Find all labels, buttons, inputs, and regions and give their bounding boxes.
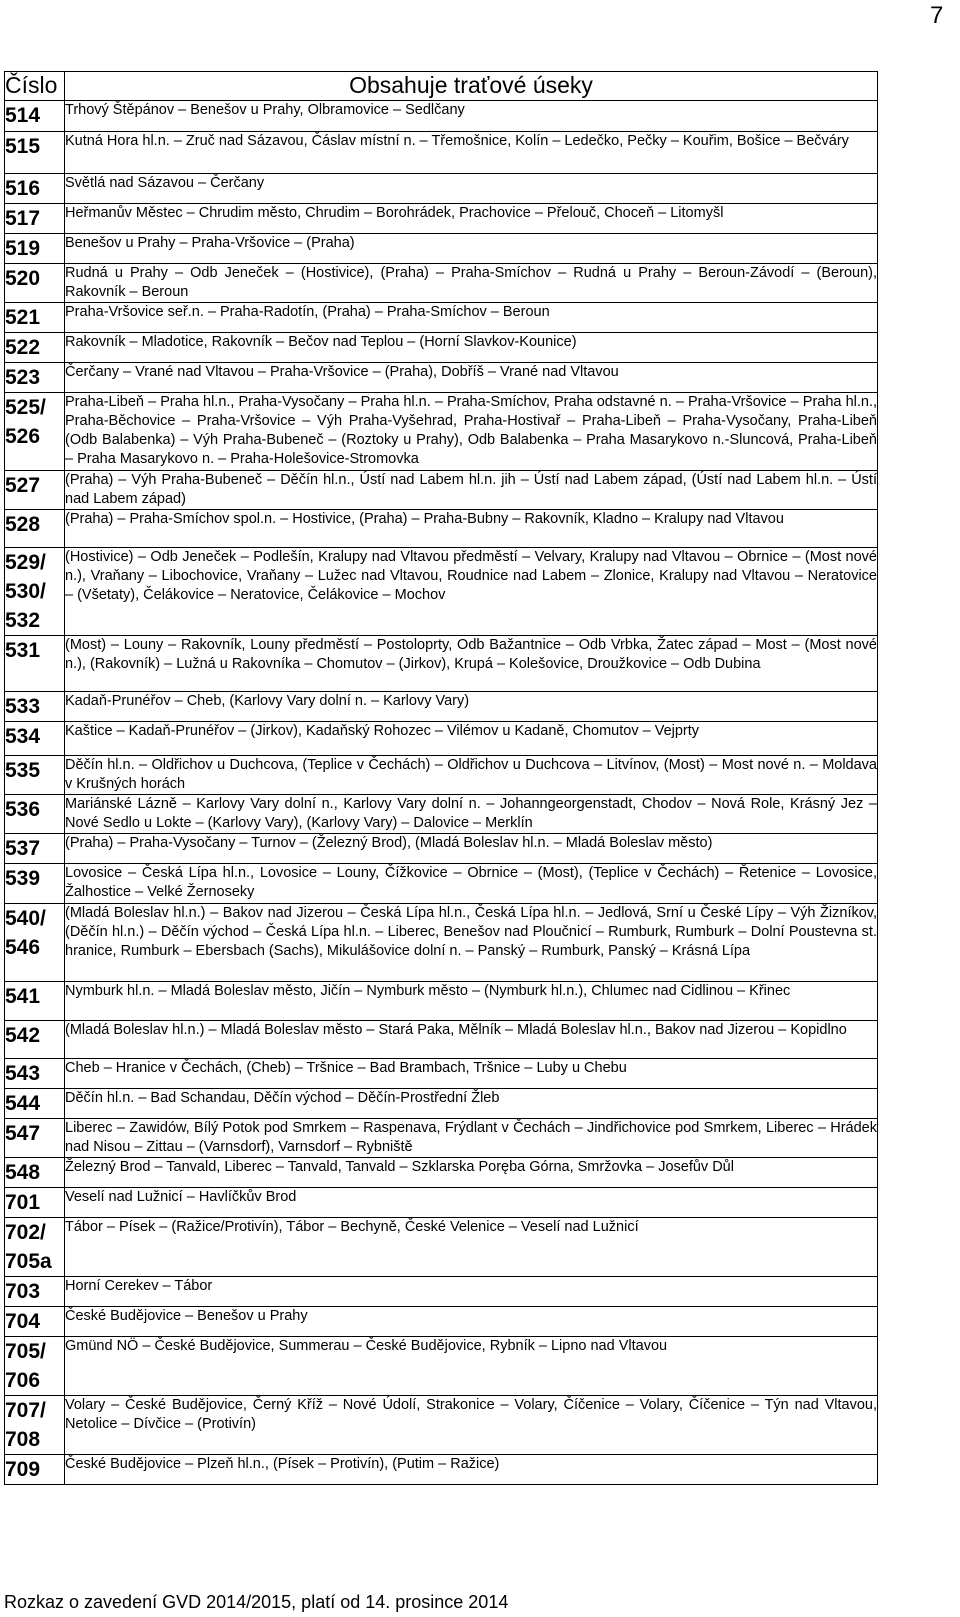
route-sections: Cheb – Hranice v Čechách, (Cheb) – Tršnice – Bad Brambach, Tršnice – Luby u Chebu [65,1059,878,1089]
route-number: 543 [5,1059,65,1089]
route-number: 707/ 708 [5,1396,65,1455]
route-sections: (Mladá Boleslav hl.n.) – Mladá Boleslav město – Stará Paka, Mělník – Mladá Boleslav hl.n., Bakov nad Jizerou – Kopidlno [65,1021,878,1059]
table-row [5,363,878,393]
route-sections: České Budějovice – Benešov u Prahy [65,1307,878,1337]
route-number: 535 [5,756,65,795]
route-number: 534 [5,722,65,756]
route-sections: Lovosice – Česká Lípa hl.n., Lovosice – Louny, Čížkovice – Obrnice – (Most), (Teplice v Čechách) – Řetenice – Lovosice, Žalhostice – Velké Žernoseky [65,864,878,904]
route-number: 519 [5,234,65,264]
route-sections: Rakovník – Mladotice, Rakovník – Bečov nad Teplou – (Horní Slavkov-Kounice) [65,333,878,363]
table-row [5,393,878,471]
route-number: 520 [5,264,65,303]
table-row [5,234,878,264]
route-sections: (Mladá Boleslav hl.n.) – Bakov nad Jizerou – Česká Lípa hl.n., Česká Lípa hl.n. – Jedlová, Srní u České Lípy – Výh Žizníkov, (Děčín hl.n.) – Děčín východ – Česká Lípa hl.n. – Liberec, Benešov nad Ploučnicí – Rumburk, Rumburk – Dolní Poustevna st. hranice, Rumburk – Ebersbach (Sachs), Mikulášovice dolní n. – Panský – Rumburk, Panský – Krásná Lípa [65,904,878,982]
route-sections: (Praha) – Praha-Smíchov spol.n. – Hostivice, (Praha) – Praha-Bubny – Rakovník, Kladno – Kralupy nad Vltavou [65,510,878,548]
route-number: 523 [5,363,65,393]
route-number: 527 [5,471,65,510]
route-sections: České Budějovice – Plzeň hl.n., (Písek – Protivín), (Putim – Ražice) [65,1455,878,1485]
route-sections-table [4,71,878,1485]
header-sections: Obsahuje traťové úseky [65,72,878,101]
table-row [5,174,878,204]
route-sections: Železný Brod – Tanvald, Liberec – Tanvald, Tanvald – Szklarska Poręba Górna, Smržovka – Josefův Důl [65,1158,878,1188]
route-sections: Mariánské Lázně – Karlovy Vary dolní n., Karlovy Vary dolní n. – Johanngeorgenstadt, Chodov – Nová Role, Krásný Jez – Nové Sedlo u Lokte – (Karlovy Vary), (Karlovy Vary) – Dalovice – Merklín [65,795,878,834]
table-row [5,1021,878,1059]
route-number: 540/ 546 [5,904,65,982]
route-number: 533 [5,692,65,722]
route-sections: (Most) – Louny – Rakovník, Louny předměstí – Postoloprty, Odb Bažantnice – Odb Vrbka, Žatec západ – Most – (Most nové n.), (Rakovník) – Lužná u Rakovníka – Chomutov – (Jirkov), Krupá – Kolešovice, Droužkovice – Odb Dubina [65,636,878,692]
route-sections: Kadaň-Prunéřov – Cheb, (Karlovy Vary dolní n. – Karlovy Vary) [65,692,878,722]
route-number: 539 [5,864,65,904]
route-number: 536 [5,795,65,834]
table-row [5,1455,878,1485]
table-row [5,471,878,510]
route-number: 547 [5,1119,65,1158]
table-row [5,1396,878,1455]
table-row [5,1119,878,1158]
route-sections: Nymburk hl.n. – Mladá Boleslav město, Jičín – Nymburk město – (Nymburk hl.n.), Chlumec nad Cidlinou – Křinec [65,982,878,1021]
table-row [5,101,878,132]
header-number: Číslo [5,72,65,101]
route-sections: Volary – České Budějovice, Černý Kříž – Nové Údolí, Strakonice – Volary, Číčenice – Volary, Číčenice – Týn nad Vltavou, Netolice – Dívčice – (Protivín) [65,1396,878,1455]
route-number: 531 [5,636,65,692]
table-row [5,636,878,692]
route-sections: (Praha) – Praha-Vysočany – Turnov – (Železný Brod), (Mladá Boleslav hl.n. – Mladá Boleslav město) [65,834,878,864]
route-number: 522 [5,333,65,363]
route-number: 542 [5,1021,65,1059]
table-row [5,1307,878,1337]
table-row [5,1218,878,1277]
route-sections: Světlá nad Sázavou – Čerčany [65,174,878,204]
table-row [5,834,878,864]
table-row [5,204,878,234]
route-number: 704 [5,1307,65,1337]
table-row [5,333,878,363]
table-row [5,1158,878,1188]
table-row [5,722,878,756]
route-number: 514 [5,101,65,132]
route-sections: Veselí nad Lužnicí – Havlíčkův Brod [65,1188,878,1218]
route-number: 517 [5,204,65,234]
route-sections: Heřmanův Městec – Chrudim město, Chrudim – Borohrádek, Prachovice – Přelouč, Choceň – Litomyšl [65,204,878,234]
route-sections: Gmünd NÖ – České Budějovice, Summerau – České Budějovice, Rybník – Lipno nad Vltavou [65,1337,878,1396]
table-row [5,132,878,174]
table-row [5,795,878,834]
table-header-row [5,72,878,101]
table-row [5,864,878,904]
table-row [5,1089,878,1119]
route-number: 703 [5,1277,65,1307]
page-number: 7 [930,2,944,29]
table-row [5,692,878,722]
route-sections: Kutná Hora hl.n. – Zruč nad Sázavou, Čáslav místní n. – Třemošnice, Kolín – Ledečko, Pečky – Kouřim, Bošice – Bečváry [65,132,878,174]
route-sections: (Hostivice) – Odb Jeneček – Podlešín, Kralupy nad Vltavou předměstí – Velvary, Kralupy nad Vltavou – Obrnice – (Most nové n.), Vraňany – Libochovice, Vraňany – Lužec nad Vltavou, Roudnice nad Labem – Zlonice, Kralupy nad Vltavou – Neratovice – (Všetaty), Čelákovice – Neratovice, Čelákovice – Mochov [65,548,878,636]
table-row [5,548,878,636]
table-row [5,1277,878,1307]
table-row [5,1059,878,1089]
route-number: 701 [5,1188,65,1218]
table-row [5,303,878,333]
route-sections: Děčín hl.n. – Bad Schandau, Děčín východ – Děčín-Prostřední Žleb [65,1089,878,1119]
route-number: 525/ 526 [5,393,65,471]
table-row [5,756,878,795]
route-sections: Trhový Štěpánov – Benešov u Prahy, Olbramovice – Sedlčany [65,101,878,132]
route-number: 544 [5,1089,65,1119]
route-sections: Liberec – Zawidów, Bílý Potok pod Smrkem – Raspenava, Frýdlant v Čechách – Jindřichovice pod Smrkem, Liberec – Hrádek nad Nisou – Zittau – (Varnsdorf), Varnsdorf – Rybniště [65,1119,878,1158]
route-sections: Horní Cerekev – Tábor [65,1277,878,1307]
route-number: 515 [5,132,65,174]
route-sections: Benešov u Prahy – Praha-Vršovice – (Praha) [65,234,878,264]
table-row [5,982,878,1021]
route-number: 537 [5,834,65,864]
route-number: 516 [5,174,65,204]
table-body [5,101,878,1485]
route-sections: (Praha) – Výh Praha-Bubeneč – Děčín hl.n., Ústí nad Labem hl.n. jih – Ústí nad Labem západ, (Ústí nad Labem hl.n. – Ústí nad Labem západ) [65,471,878,510]
table-row [5,1188,878,1218]
route-number: 548 [5,1158,65,1188]
route-sections: Tábor – Písek – (Ražice/Protivín), Tábor – Bechyně, České Velenice – Veselí nad Lužnicí [65,1218,878,1277]
route-sections: Praha-Libeň – Praha hl.n., Praha-Vysočany – Praha hl.n. – Praha-Smíchov, Praha odstavné n. – Praha-Vršovice – Praha hl.n., Praha-Běchovice – Praha-Vršovice – Výh Praha-Vyšehrad, Praha-Hostivař – Praha-Libeň – Praha-Vysočany, Praha-Libeň (Odb Balabenka) – Výh Praha-Bubeneč – (Roztoky u Prahy), Odb Balabenka – Praha Masarykovo n.-Sluncová, Praha-Libeň – Praha Masarykovo n. – Praha-Holešovice-Stromovka [65,393,878,471]
route-number: 702/ 705a [5,1218,65,1277]
table-row [5,510,878,548]
table-row [5,1337,878,1396]
route-number: 709 [5,1455,65,1485]
route-sections: Kaštice – Kadaň-Prunéřov – (Jirkov), Kadaňský Rohozec – Vilémov u Kadaně, Chomutov – Vejprty [65,722,878,756]
route-sections: Děčín hl.n. – Oldřichov u Duchcova, (Teplice v Čechách) – Oldřichov u Duchcova – Litvínov, (Most) – Most nové n. – Moldava v Krušných horách [65,756,878,795]
route-number: 528 [5,510,65,548]
route-sections: Čerčany – Vrané nad Vltavou – Praha-Vršovice – (Praha), Dobříš – Vrané nad Vltavou [65,363,878,393]
table-row [5,264,878,303]
route-number: 521 [5,303,65,333]
route-number: 541 [5,982,65,1021]
table-row [5,904,878,982]
route-sections: Praha-Vršovice seř.n. – Praha-Radotín, (Praha) – Praha-Smíchov – Beroun [65,303,878,333]
route-number: 705/ 706 [5,1337,65,1396]
route-number: 529/ 530/ 532 [5,548,65,636]
route-sections: Rudná u Prahy – Odb Jeneček – (Hostivice), (Praha) – Praha-Smíchov – Rudná u Prahy – Beroun-Závodí – (Beroun), Rakovník – Beroun [65,264,878,303]
footer-text: Rozkaz o zavedení GVD 2014/2015, platí od 14. prosince 2014 [4,1592,509,1612]
